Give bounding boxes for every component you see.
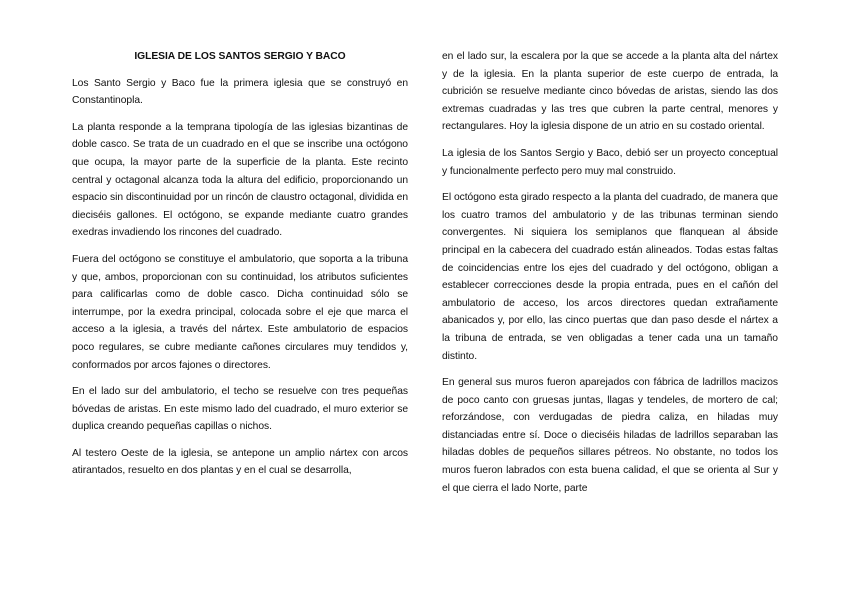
paragraph: en el lado sur, la escalera por la que se accede a la planta alta del nártex y de la iglesia. En la planta superior de este cuerpo de entrada, la cubrición se resuelve mediante cinco bóvedas de aristas, siendo las dos extremas cuadradas y las tres que cubren la parte central, menores y rectangulares. Hoy la iglesia dispone de un atrio en su costado oriental. bbox=[442, 51, 778, 133]
document-title: IGLESIA DE LOS SANTOS SERGIO Y BACO bbox=[134, 51, 346, 62]
paragraph: En el lado sur del ambulatorio, el techo se resuelve con tres pequeñas bóvedas de aristas. En este mismo lado del cuadrado, el muro exterior se duplica creando pequeñas capillas o nichos. bbox=[72, 386, 408, 433]
paragraph: El octógono esta girado respecto a la planta del cuadrado, de manera que los cuatro tramos del ambulatorio y de las tribunas terminan siendo convergentes. Ni siquiera los semiplanos que flanquean al ábside principal en la cabecera del cuadrado están alineados. Todas estas faltas de coincidencias entre los ejes del cuadrado y del octógono, obligan a establecer correcciones desde la propia entrada, pues en el cañón del ambulatorio de acceso, los arcos directores quedan extrañamente abanicados y, por ello, las cinco puertas que dan paso desde el nártex a la tribuna de entrada, se ven obligadas a tener cada una un tamaño distinto. bbox=[442, 192, 778, 362]
paragraph: Fuera del octógono se constituye el ambulatorio, que soporta a la tribuna y que, ambos, proporcionan con su continuidad, los atributos suficientes para calificarlas como de doble casco. Dicha continuidad sólo se interrumpe, por la exedra principal, colocada sobre el eje que marca el acceso a la iglesia, a través del nártex. Este ambulatorio de espacios poco regulares, se cubre mediante cañones circulares muy tendidos y, conformados por arcos fajones o directores. bbox=[72, 253, 408, 371]
paragraph: La iglesia de los Santos Sergio y Baco, debió ser un proyecto conceptual y funcionalmente perfecto pero muy mal construido. bbox=[442, 147, 778, 177]
paragraph: Al testero Oeste de la iglesia, se antepone un amplio nártex con arcos atirantados, resuelto en dos plantas y en el cual se desarrolla, bbox=[72, 447, 408, 477]
paragraph: Los Santo Sergio y Baco fue la primera iglesia que se construyó en Constantinopla. bbox=[72, 77, 408, 107]
left-column bbox=[72, 48, 408, 489]
right-column bbox=[442, 48, 778, 506]
paragraph: En general sus muros fueron aparejados con fábrica de ladrillos macizos de poco canto con gruesas juntas, llagas y tendeles, de mortero de cal; reforzándose, con verdugadas de piedra caliza, en hiladas muy distanciadas entre sí. Doce o dieciséis hiladas de ladrillos separaban las hiladas dobles de pequeños sillares pétreos. No obstante, no todos los muros fueron labrados con esta buena calidad, el que se orienta al Sur y el que cierra el lado Norte, parte bbox=[442, 377, 778, 494]
paragraph: La planta responde a la temprana tipología de las iglesias bizantinas de doble casco. Se trata de un cuadrado en el que se inscribe una octógono que ocupa, la mayor parte de la superficie de la planta. Este recinto central y octagonal alcanza toda la altura del edificio, proporcionando un espacio sin discontinuidad por un rincón de claustro octagonal, dividida en dieciséis gallones. El octógono, se expande mediante cuatro grandes exedras invadiendo los rincones del cuadrado. bbox=[72, 121, 408, 239]
